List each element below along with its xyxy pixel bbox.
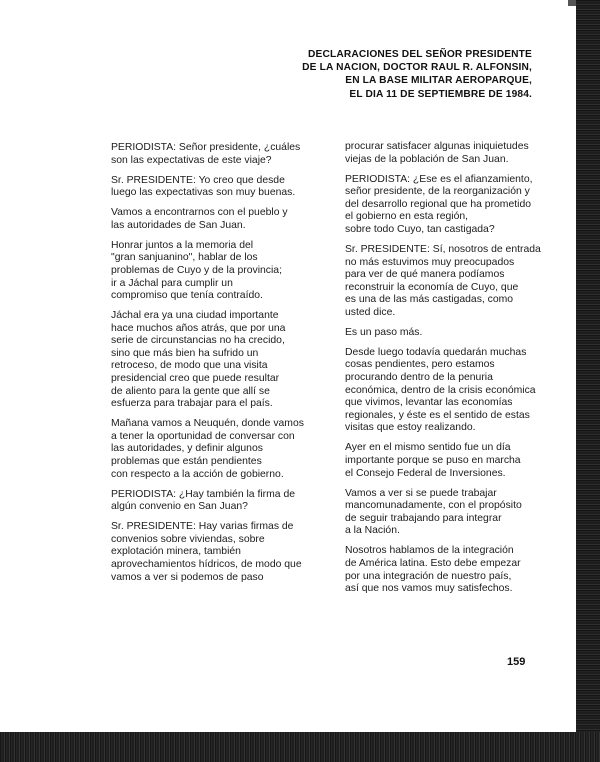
paragraph: Desde luego todavía quedarán muchas cosas pendientes, pero estamos procurando dentro de la penuria económica, dentro de la crisis económica que vivimos, levantar las economías regionales, y éste es el sentido de estas visitas que estoy realizando.	[345, 346, 536, 434]
paragraph: Es un paso más.	[345, 326, 423, 338]
heading-line: EN LA BASE MILITAR AEROPARQUE,	[345, 75, 532, 87]
paragraph: procurar satisfacer algunas iniquietudes viejas de la población de San Juan.	[345, 141, 529, 165]
paragraph: Vamos a ver si se puede trabajar mancomunadamente, con el propósito de seguir trabajando para integrar a la Nación.	[345, 487, 522, 537]
paragraph: Jáchal era ya una ciudad importante hace muchos años atrás, que por una serie de circunstancias no ha crecido, sino que más bien ha sufrido un retroceso, de modo que una visita presidencial creo que puede resultar de aliento para la gente que allí se esfuerza para trabajar para el país.	[111, 310, 286, 410]
heading-line: DECLARACIONES DEL SEÑOR PRESIDENTE	[308, 49, 532, 60]
paragraph: Sr. PRESIDENTE: Yo creo que desde luego las expectativas son muy buenas.	[111, 174, 296, 199]
paragraph: Nosotros hablamos de la integración de América latina. Esto debe empezar por una integración de nuestro país, así que nos vamos muy satisfechos.	[345, 545, 521, 595]
scan-edge-right	[576, 0, 600, 762]
right-column	[345, 141, 549, 603]
paragraph: Vamos a encontrarnos con el pueblo y las autoridades de San Juan.	[111, 207, 288, 231]
left-column	[111, 142, 318, 592]
heading-line: DE LA NACION, DOCTOR RAUL R. ALFONSIN,	[302, 62, 532, 74]
heading-line: EL DIA 11 DE SEPTIEMBRE DE 1984.	[349, 88, 532, 100]
paragraph: PERIODISTA: Señor presidente, ¿cuáles son las expectativas de este viaje?	[111, 142, 301, 166]
paragraph: Honrar juntos a la memoria del "gran sanjuanino", hablar de los problemas de Cuyo y de la provincia; ir a Jáchal para cumplir un compromiso que tenía contraído.	[111, 239, 282, 302]
paragraph: Ayer en el mismo sentido fue un día importante porque se puso en marcha el Consejo Federal de Inversiones.	[345, 442, 521, 479]
paragraph: Sr. PRESIDENTE: Hay varias firmas de convenios sobre viviendas, sobre explotación minera, también aprovechamientos hídricos, de modo que vamos a ver si podemos de paso	[111, 521, 302, 583]
paragraph: Mañana vamos a Neuquén, donde vamos a tener la oportunidad de conversar con las autoridades, y definir algunos problemas que están pendientes con respecto a la acción de gobierno.	[111, 418, 304, 480]
scan-edge-bottom	[0, 732, 600, 762]
paragraph: PERIODISTA: ¿Hay también la firma de algún convenio en San Juan?	[111, 488, 296, 513]
page-number: 159	[507, 656, 526, 668]
paragraph: PERIODISTA: ¿Ese es el afianzamiento, señor presidente, de la reorganización y del desarrollo regional que ha prometido el gobierno en esta región, sobre todo Cuyo, tan castigada?	[345, 173, 533, 235]
scan-corner-top	[568, 0, 576, 6]
document-heading	[252, 48, 532, 101]
paragraph: Sr. PRESIDENTE: Sí, nosotros de entrada no más estuvimos muy preocupados para ver de qué manera podíamos reconstruir la economía de Cuyo, que es una de las más castigadas, como usted dice.	[345, 243, 541, 318]
